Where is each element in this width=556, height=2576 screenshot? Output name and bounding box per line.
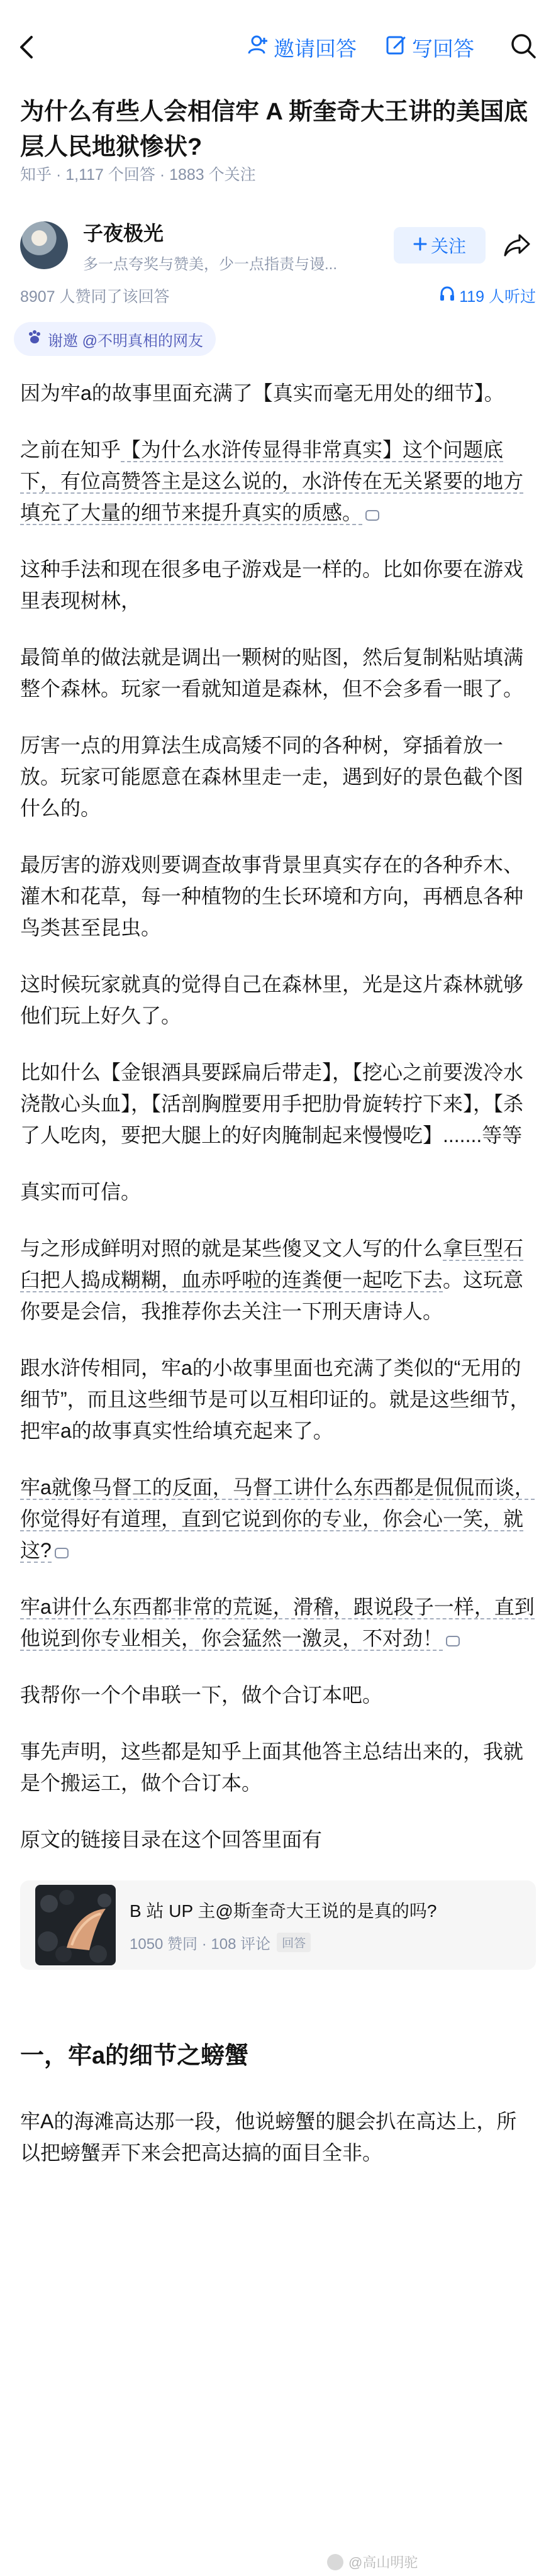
paragraph-7: 这时候玩家就真的觉得自己在森林里，光是这片森林就够他们玩上好久了。 xyxy=(20,973,524,1027)
link-card[interactable] xyxy=(20,1880,536,1970)
listen-count: 119 人听过 xyxy=(459,288,536,306)
card-stats: 1050 赞同 · 108 评论 xyxy=(130,1935,271,1953)
comment-bubble-icon[interactable] xyxy=(446,1636,460,1646)
write-answer-label: 写回答 xyxy=(412,36,474,60)
paragraph-5: 厉害一点的用算法生成高矮不同的各种树，穿插着放一放。玩家可能愿意在森林里走一走，遇到好的景色截个图什么的。 xyxy=(20,734,524,819)
quoted-link[interactable]: 【为什么水浒传显得非常真实】这个问题底下，有位高赞答主是这么说的，水浒传在无关紧要的地方填充了大量的细节来提升真实的质感。 xyxy=(20,438,524,524)
write-answer-button[interactable] xyxy=(386,33,474,62)
watermark-text: @高山明驼 xyxy=(348,2555,418,2570)
listen-button[interactable] xyxy=(439,284,536,307)
card-thumbnail xyxy=(35,1885,116,1965)
comment-bubble-icon[interactable] xyxy=(55,1548,69,1558)
card-badge: 回答 xyxy=(277,1933,311,1952)
agree-count: 8907 人赞同了该回答 xyxy=(20,288,170,306)
invite-person-icon xyxy=(247,34,269,60)
paragraph-8: 比如什么【金银酒具要踩扁后带走】，【挖心之前要泼冷水浇散心头血】，【活剖胸膛要用手把肋骨旋转拧下来】，【杀了人吃肉，要把大腿上的好肉腌制起来慢慢吃】.......等等 xyxy=(20,1061,524,1146)
paragraph-3: 这种手法和现在很多电子游戏是一样的。比如你要在游戏里表现树林， xyxy=(20,558,524,612)
card-meta xyxy=(130,1931,436,1953)
avatar[interactable] xyxy=(20,221,68,269)
paragraph-12-text[interactable]: 牢a就像马督工的反面，马督工讲什么东西都是侃侃而谈，你觉得好有道理，直到它说到你的专业，你会心一笑，就这? xyxy=(20,1476,535,1562)
section-paragraph: 牢A的海滩高达那一段，他说螃蟹的腿会扒在高达上，所以把螃蟹弄下来会把高达搞的面目全非。 xyxy=(20,2110,517,2164)
paragraph-12 xyxy=(20,1472,536,1566)
paragraph-2-text: 之前在知乎 xyxy=(20,438,121,461)
paragraph-9: 真实而可信。 xyxy=(20,1180,142,1203)
author-row xyxy=(20,217,536,274)
question-title[interactable]: 为什么有些人会相信牢 A 斯奎奇大王讲的美国底层人民地狱惨状? xyxy=(20,99,528,160)
paragraph-10-a: 与之形成鲜明对照的就是某些傻叉文人写的什么 xyxy=(20,1237,443,1260)
paragraph-4: 最简单的做法就是调出一颗树的贴图，然后复制粘贴填满整个森林。玩家一看就知道是森林，但不会多看一眼了。 xyxy=(20,646,524,700)
highlighted-phrase[interactable]: 拿巨型石臼把人捣成糊糊，血赤呼啦的连粪便一起吃下去 xyxy=(20,1237,524,1291)
weibo-logo-icon xyxy=(327,2554,343,2570)
edit-pen-icon xyxy=(386,34,407,60)
follow-button[interactable] xyxy=(394,227,486,264)
paragraph-11: 跟水浒传相同，牢a的小故事里面也充满了类似的“无用的细节”，而且这些细节是可以互相印证的。就是这些细节，把牢a的故事真实性给填充起来了。 xyxy=(20,1357,530,1442)
comment-bubble-icon[interactable] xyxy=(365,510,379,521)
author-info xyxy=(83,218,372,274)
paragraph-15: 事先声明，这些都是知乎上面其他答主总结出来的，我就是个搬运工，做个合订本。 xyxy=(20,1740,524,1794)
share-icon[interactable] xyxy=(503,233,536,258)
follow-label: 关注 xyxy=(430,236,466,256)
section-heading: 一，牢a的细节之螃蟹 xyxy=(20,2043,249,2069)
paragraph-6: 最厉害的游戏则要调查故事背景里真实存在的各种乔木、灌木和花草，每一种植物的生长环境和方向，再栖息各种鸟类甚至昆虫。 xyxy=(20,853,524,939)
paragraph-2 xyxy=(20,434,536,528)
question-meta: 知乎 · 1,117 个回答 · 1883 个关注 xyxy=(20,166,256,184)
paragraph-10-c: 。这玩意你要是会信，我推荐你去关注一下刑天唐诗人。 xyxy=(20,1269,524,1323)
paw-icon xyxy=(26,329,43,350)
watermark xyxy=(327,2552,418,2572)
paragraph-1: 因为牢a的故事里面充满了【真实而毫无用处的细节】。 xyxy=(20,382,504,404)
search-icon[interactable] xyxy=(509,32,537,63)
invite-answer-label: 邀请回答 xyxy=(274,36,357,60)
top-bar xyxy=(0,0,556,94)
paragraph-14: 我帮你一个个串联一下，做个合订本吧。 xyxy=(20,1684,383,1706)
paragraph-13 xyxy=(20,1591,536,1654)
author-bio: 多一点夸奖与赞美，少一点指责与谩... xyxy=(83,255,338,273)
thanks-text: 谢邀 @不明真相的网友 xyxy=(48,332,204,350)
answer-stats xyxy=(20,284,536,307)
invite-answer-button[interactable] xyxy=(247,33,357,62)
paragraph-10 xyxy=(20,1233,536,1327)
author-name[interactable]: 子夜极光 xyxy=(83,221,164,245)
card-text xyxy=(130,1897,436,1953)
headphones-icon xyxy=(439,286,455,306)
thanks-badge[interactable] xyxy=(14,322,216,356)
answer-content xyxy=(20,377,536,2168)
paragraph-16: 原文的链接目录在这个回答里面有 xyxy=(20,1828,323,1851)
plus-icon xyxy=(413,235,427,255)
paragraph-13-text[interactable]: 牢a讲什么东西都非常的荒诞，滑稽，跟说段子一样，直到他说到你专业相关，你会猛然一激灵，不对劲！ xyxy=(20,1596,535,1650)
back-arrow-icon[interactable] xyxy=(19,35,44,60)
top-actions xyxy=(247,32,537,63)
card-title: B 站 UP 主@斯奎奇大王说的是真的吗? xyxy=(130,1901,437,1921)
